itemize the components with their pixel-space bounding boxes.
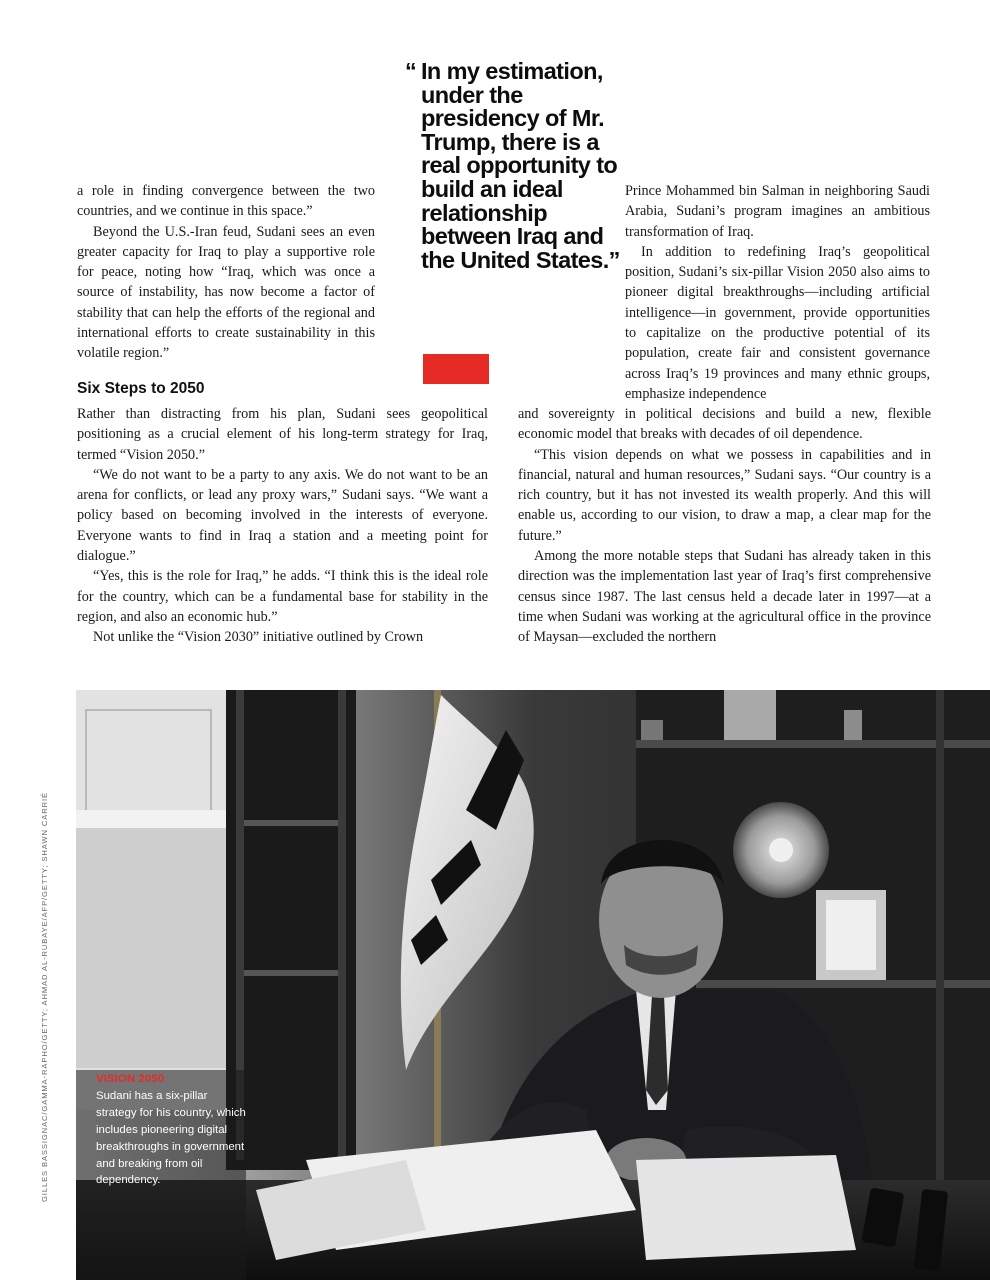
article-column-right-top xyxy=(625,181,930,404)
paragraph: Rather than distracting from his plan, Sudani sees geopolitical positioning as a crucial element of his long-term strategy for Iraq, termed “Vision 2050.” xyxy=(77,406,488,463)
pull-quote-open-mark: “ xyxy=(405,58,417,84)
paragraph: Not unlike the “Vision 2030” initiative outlined by Crown xyxy=(93,629,424,646)
paragraph: Prince Mohammed bin Salman in neighboring Saudi Arabia, Sudani’s program imagines an ambitious transformation of Iraq. xyxy=(625,183,930,240)
paragraph: In addition to redefining Iraq’s geopolitical position, Sudani’s six-pillar Vision 2050 also aims to pioneer digital breakthroughs—including artificial intelligence—in government, provide opportunities to capitalize on the productive potential of its population, create fair and consistent governance across Iraq’s 19 provinces and many ethnic groups, emphasize independence xyxy=(625,243,930,402)
pull-quote-accent-bar xyxy=(423,354,489,384)
caption-title: VISION 2050 xyxy=(96,1073,165,1085)
photo-caption xyxy=(96,1071,246,1189)
paragraph: “Yes, this is the role for Iraq,” he adds. “I think this is the ideal role for the country, which can be a fundamental base for stability in the region, and also an economic hub.” xyxy=(77,568,488,625)
photo-credit: GILLES BASSIGNAC/GAMMA-RAPHO/GETTY; AHMAD AL-RUBAYE/AFP/GETTY; SHAWN CARRIÉ xyxy=(40,792,49,1202)
article-column-left-top xyxy=(77,181,375,364)
section-subhead: Six Steps to 2050 xyxy=(77,380,205,397)
paragraph: “This vision depends on what we possess in capabilities and in financial, natural and human resources,” Sudani says. “Our country is a rich country, but it has not invested its wealth properly. And this will enable us, according to our vision, to draw a map, a clear map for the future.” xyxy=(518,446,931,544)
article-column-right-bottom xyxy=(518,404,931,648)
paragraph: a role in finding convergence between the two countries, and we continue in this space.” xyxy=(77,183,375,220)
paragraph: and sovereignty in political decisions and build a new, flexible economic model that breaks with decades of oil dependence. xyxy=(518,406,931,443)
caption-text: Sudani has a six-pillar strategy for his country, which includes pioneering digital breakthroughs in government and breaking from oil dependency. xyxy=(96,1089,246,1187)
paragraph: “We do not want to be a party to any axis. We do not want to be an arena for conflicts, or lead any proxy wars,” Sudani says. “We want a policy based on becoming involved in the interests of everyone. Everyone wants to find in Iraq a station and a meeting point for dialogue.” xyxy=(77,466,488,565)
article-column-left-bottom xyxy=(77,404,488,648)
pull-quote xyxy=(405,58,621,273)
paragraph: Beyond the U.S.-Iran feud, Sudani sees an even greater capacity for Iraq to play a supportive role for peace, noting how “Iraq, which was once a source of instability, has now become a factor of stability that can help the efforts of the regional and international efforts to create sustainability in this volatile region.” xyxy=(77,223,375,362)
photo xyxy=(76,690,990,1280)
pull-quote-text: In my estimation, under the presidency of Mr. Trump, there is a real opportunity to build an ideal relationship between Iraq and the United States.” xyxy=(421,58,620,273)
photo-illustration xyxy=(76,690,990,1280)
paragraph: Among the more notable steps that Sudani has already taken in this direction was the implementation last year of Iraq’s first comprehensive census since 1987. The last census held a decade later in 1997—at a time when Sudani was working at the agricultural office in the province of Maysan—excluded the northern xyxy=(518,548,931,646)
